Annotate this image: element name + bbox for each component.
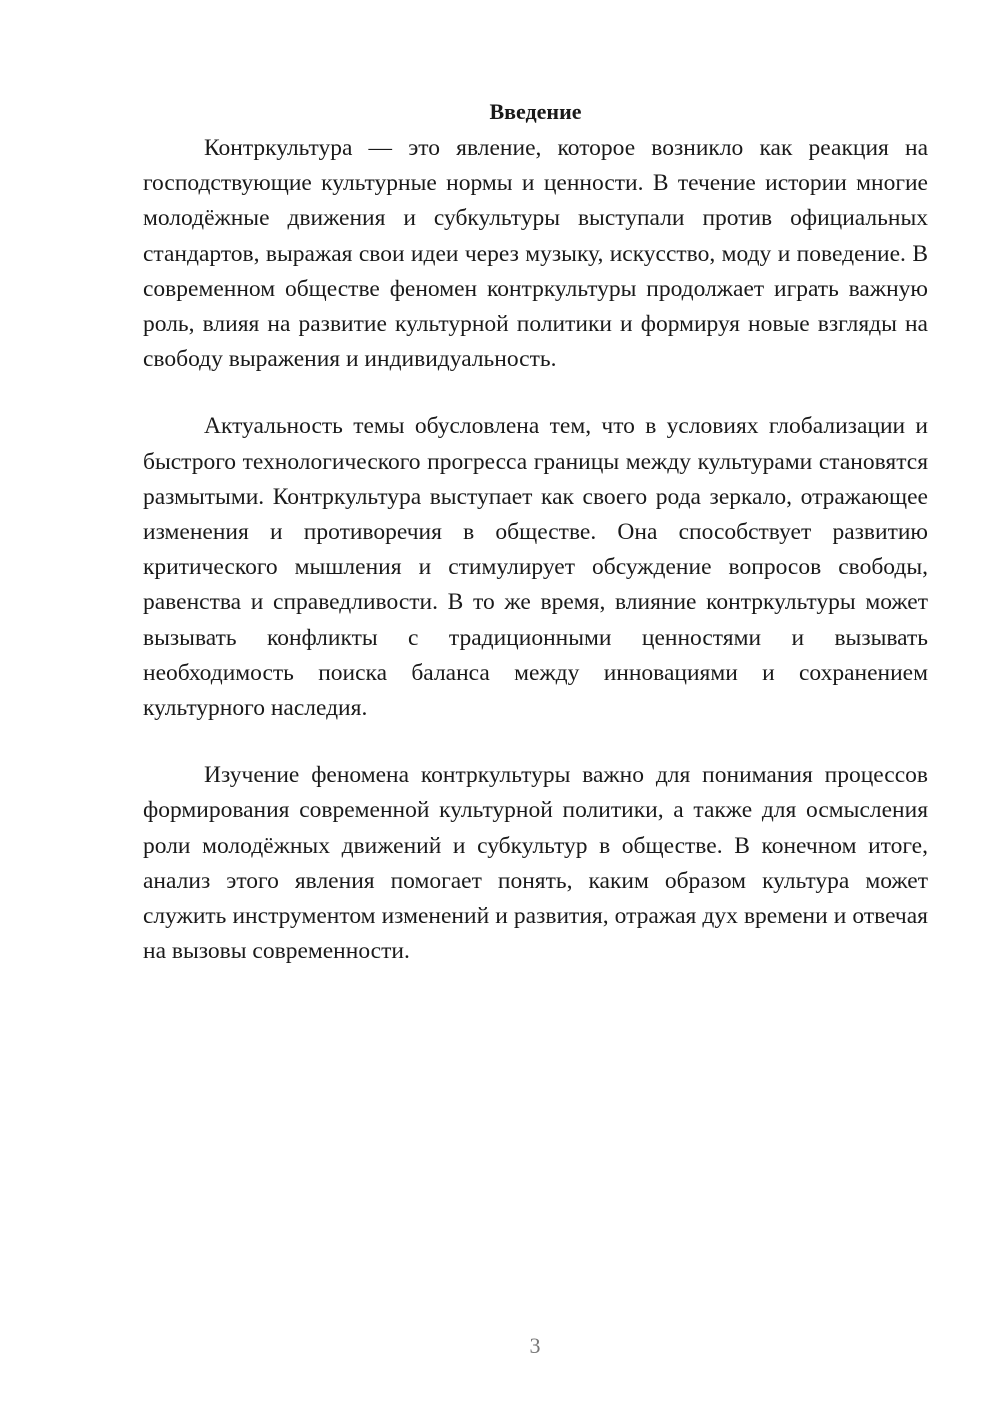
section-heading: Введение [489, 99, 582, 124]
paragraph-1: Контркультура — это явление, которое возникло как реакция на господствующие культурные нормы и ценности. В течение истории многие молодёжные движения и субкультуры выступали против официальных стандартов, выражая свои идеи через музыку, искусство, моду и поведение. В современном обществе феномен контркультуры продолжает играть важную роль, влияя на развитие культурной политики и формируя новые взгляды на свободу выражения и индивидуальность. [143, 135, 928, 373]
paragraph-2: Актуальность темы обусловлена тем, что в условиях глобализации и быстрого технологического прогресса границы между культурами становятся размытыми. Контркультура выступает как своего рода зеркало, отражающее изменения и противоречия в обществе. Она способствует развитию критического мышления и стимулирует обсуждение вопросов свободы, равенства и справедливости. В то же время, влияние контркультуры может вызывать конфликты с традиционными ценностями и вызывать необходимость поиска баланса между инновациями и сохранением культурного наследия. [143, 413, 928, 722]
paragraph-3: Изучение феномена контркультуры важно для понимания процессов формирования современной культурной политики, а также для осмысления роли молодёжных движений и субкультур в обществе. В конечном итоге, анализ этого явления помогает понять, каким образом культура может служить инструментом изменений и развития, отражая дух времени и отвечая на вызовы современности. [143, 762, 928, 965]
page-content [143, 95, 928, 1001]
page-number: 3 [529, 1333, 541, 1358]
